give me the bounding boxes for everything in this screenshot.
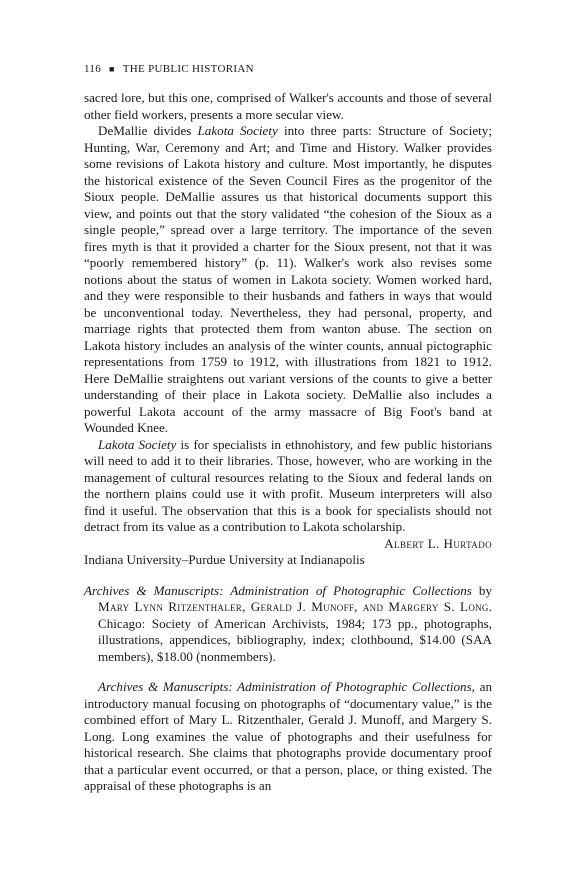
reviewer-affiliation: Indiana University–Purdue University at Indianapolis — [84, 552, 365, 567]
book-title-italic: Archives & Manuscripts: Administration of Photographic Collections — [84, 582, 472, 598]
review1-paragraph-2: DeMallie divides Lakota Society into three parts: Structure of Society; Hunting, War, Ceremony and Art; and Time and History. Walker provides some revisions of Lakota history and culture. Most importantly, he disputes the historical existence of the Seven Council Fires as the progenitor of the Sioux people. DeMallie assures us that historical documents support this view, and points out that the story validated “the cohesion of the Sioux as a single people,” spread over a large territory. The importance of the seven fires myth is that it provided a charter for the Sioux present, not that it was “poorly remembered history” (p. 11). Walker's work also revises some notions about the status of women in Lakota society. Women worked hard, and they were responsible to their husbands and fathers in ways that would be unconventional today. Nevertheless, they had personal, property, and marriage rights that protected them from wanton abuse. The section on Lakota history includes an analysis of the winter counts, annual pictographic representations from 1759 to 1912, with illustrations from 1821 to 1912. Here DeMallie straightens out variant versions of the counts to give a better understanding of their place in Lakota society. DeMallie also includes a powerful Lakota account of the army massacre of Big Foot's band at Wounded Knee. — [84, 123, 492, 435]
journal-title: THE PUBLIC HISTORIAN — [122, 63, 254, 75]
reviewer-name: Albert L. Hurtado — [384, 535, 492, 551]
book-title-italic: Lakota Society — [98, 436, 177, 452]
book-authors: Mary Lynn Ritzenthaler, Gerald J. Munoff, and Margery S. Long — [98, 599, 489, 614]
running-head — [84, 62, 492, 76]
review1-paragraph-1: sacred lore, but this one, comprised of Walker's accounts and those of several other field workers, presents a more secular view. — [84, 90, 492, 122]
page-number: 116 — [84, 63, 101, 75]
review1-paragraph-3: Lakota Society is for specialists in ethnohistory, and few public historians will need to add it to their libraries. Those, however, who are working in the management of cultural resources relating to the Sioux and federal lands on the northern plains could use it with profit. Museum interpreters will also find it useful. The observation that this is a book for specialists should not detract from its value as a contribution to Lakota scholarship. — [84, 436, 493, 534]
review2-paragraph-1: Archives & Manuscripts: Administration of Photographic Collections, an introductory manual focusing on photographs of “documentary value,” is the combined effort of Mary L. Ritzenthaler, Gerald J. Munoff, and Margery S. Long. Long examines the value of photographs and their usefulness for historical research. She claims that photographs provide documentary proof that a particular event occurred, or that a person, place, or thing existed. The appraisal of these photographs is an — [84, 679, 492, 793]
separator-icon: ■ — [109, 64, 115, 74]
book-title-italic: Archives & Manuscripts: Administration of Photographic Collections — [98, 679, 472, 694]
document-page — [84, 62, 492, 795]
bibliographic-entry: Archives & Manuscripts: Administration of Photographic Collections by Mary Lynn Ritzenthaler, Gerald J. Munoff, and Margery S. Long. Chicago: Society of American Archivists, 1984; 173 pp., photographs, illustrations, appendices, bibliography, index; clothbound, $14.00 (SAA members), $18.00 (nonmembers). — [84, 582, 492, 664]
book-title-italic: Lakota Society — [197, 123, 278, 138]
